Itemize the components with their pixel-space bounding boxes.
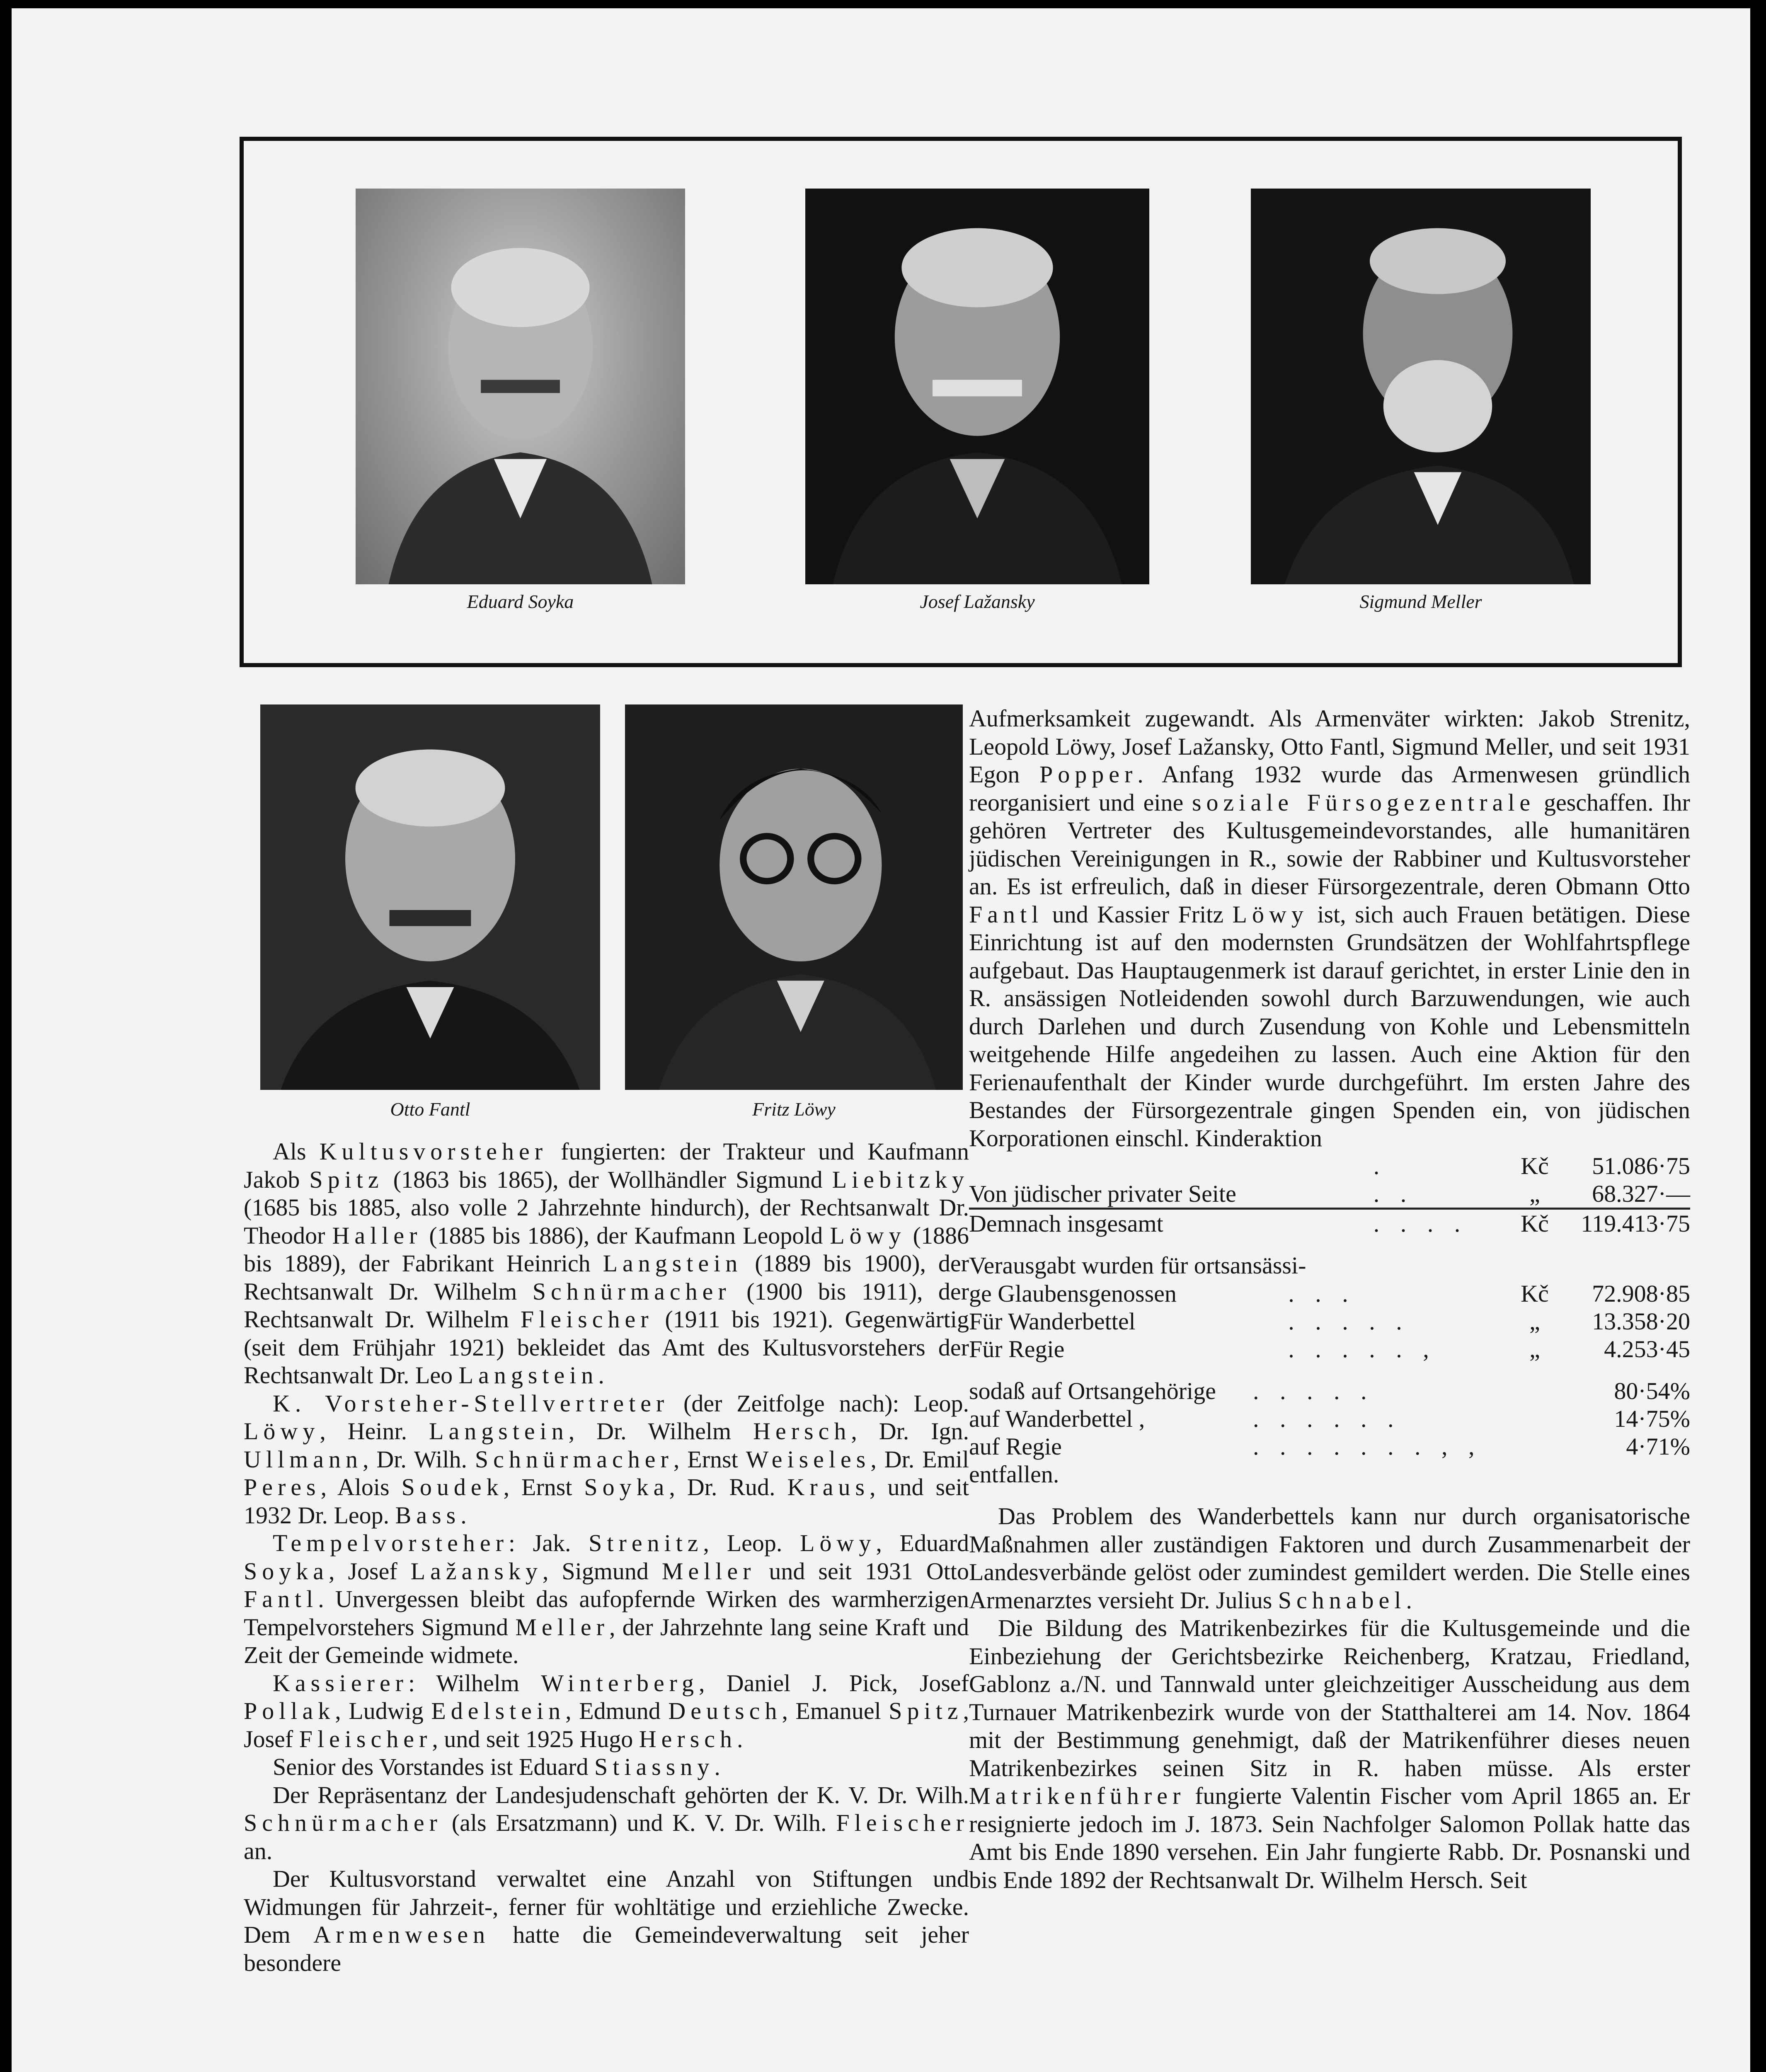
spaced-name: Weiseles bbox=[746, 1445, 871, 1473]
spaced-name: soziale Fürsogezentrale bbox=[1192, 789, 1536, 816]
ledger-label: sodaß auf Ortsangehörige bbox=[969, 1377, 1216, 1404]
spaced-name: Meller bbox=[661, 1557, 756, 1585]
ledger-unit bbox=[1516, 1405, 1553, 1433]
ledger-dots: . . . . bbox=[1374, 1209, 1516, 1238]
spaced-name: Strenitz bbox=[589, 1530, 703, 1556]
spaced-name: Winterberg bbox=[541, 1669, 699, 1697]
ledger-label: Demnach insgesamt bbox=[969, 1209, 1374, 1238]
ledger-unit bbox=[1516, 1377, 1553, 1405]
spaced-name: Deutsch bbox=[668, 1697, 782, 1724]
ledger-row bbox=[969, 1335, 1690, 1363]
ledger-unit: „ bbox=[1529, 1335, 1540, 1363]
spaced-name: Peres bbox=[244, 1474, 321, 1501]
portrait-otto-fantl bbox=[260, 704, 600, 1090]
portrait-caption: Sigmund Meller bbox=[1359, 591, 1482, 612]
spaced-name: Fleischer bbox=[836, 1809, 969, 1836]
paragraph: Kassierer: Wilhelm Winterberg, Daniel J. Pick, Josef Pollak, Ludwig Edelstein, Edmund Deutsch, Emanuel Spitz, Josef Fleischer, und seit 1925 Hugo Hersch. bbox=[244, 1669, 969, 1752]
spaced-name: Schnürmacher bbox=[532, 1278, 731, 1305]
portrait-josef-lazansky bbox=[805, 189, 1149, 584]
ledger-amount: 119.413·75 bbox=[1553, 1209, 1690, 1238]
portrait-image bbox=[260, 704, 600, 1090]
ledger-row bbox=[969, 1180, 1690, 1209]
spaced-name: Langstein bbox=[429, 1418, 569, 1445]
ledger-row bbox=[969, 1307, 1690, 1335]
ledger-unit: Kč bbox=[1516, 1209, 1553, 1238]
spaced-name: Bass bbox=[395, 1501, 461, 1529]
spaced-name: K. Vorsteher-Stellvertreter bbox=[273, 1389, 669, 1417]
spaced-name: Schnürmacher bbox=[244, 1809, 442, 1836]
ledger-amount: 4·71% bbox=[1626, 1433, 1690, 1460]
page bbox=[12, 8, 1750, 2072]
portrait-caption: Josef Lažansky bbox=[920, 591, 1035, 612]
portrait-sigmund-meller bbox=[1251, 189, 1591, 584]
ledger-label: Von jüdischer privater Seite bbox=[969, 1180, 1236, 1207]
ledger-amount: 4.253·45 bbox=[1604, 1335, 1690, 1363]
ledger-total-row bbox=[969, 1209, 1690, 1238]
spaced-name: Löwy bbox=[244, 1418, 320, 1445]
ledger-amount: 80·54% bbox=[1614, 1377, 1690, 1404]
ledger-spent-intro: Verausgabt wurden für ortsansässi- bbox=[969, 1252, 1306, 1279]
expenditure-ledger bbox=[969, 1280, 1690, 1363]
right-column-intro bbox=[969, 704, 1690, 1152]
ledger-label: Für Wanderbettel bbox=[969, 1307, 1136, 1335]
portrait-image bbox=[625, 704, 963, 1090]
ledger-label: auf Wanderbettel , bbox=[969, 1405, 1145, 1432]
spaced-name: Kraus bbox=[787, 1474, 870, 1501]
shares-ledger bbox=[969, 1377, 1690, 1460]
portrait-fritz-lowy bbox=[625, 704, 963, 1090]
spaced-name: Edelstein bbox=[431, 1697, 566, 1724]
ledger-dots: . . . . . , bbox=[1288, 1335, 1437, 1363]
spaced-name: Langstein bbox=[603, 1250, 743, 1277]
spaced-name: Soudek bbox=[401, 1474, 504, 1501]
paragraph: Der Kultusvorstand verwaltet eine Anzahl von Stiftungen und Widmungen für Jahrzeit-, ferner für wohltätige und erziehliche Zwecke. Dem Armenwesen hatte die Gemeindeverwaltung seit jeher besondere bbox=[244, 1865, 969, 1976]
spaced-name: Pollak bbox=[244, 1697, 335, 1724]
spaced-name: Fleischer bbox=[520, 1306, 654, 1333]
spaced-name: Liebitzky bbox=[832, 1166, 969, 1193]
spaced-name: Tempelvorsteher bbox=[273, 1530, 509, 1556]
spaced-name: Löwy bbox=[800, 1530, 876, 1556]
ledger-dots: . . . . . bbox=[1252, 1377, 1374, 1404]
portrait-caption: Otto Fantl bbox=[390, 1099, 470, 1120]
spaced-name: Spitz bbox=[309, 1166, 384, 1193]
portrait-image bbox=[356, 189, 685, 584]
ledger-unit: Kč bbox=[1521, 1152, 1549, 1179]
spaced-name: Armenwesen bbox=[313, 1921, 490, 1948]
ledger-amount: 51.086·75 bbox=[1592, 1152, 1690, 1179]
spaced-name: Schnabel bbox=[1278, 1586, 1406, 1614]
ledger-label: Für Regie bbox=[969, 1335, 1065, 1363]
spaced-name: Matrikenführer bbox=[969, 1782, 1186, 1809]
ledger-dots: . . . . . . . , , bbox=[1252, 1433, 1482, 1460]
ledger-label: ge Glaubensgenossen bbox=[969, 1280, 1177, 1307]
ledger-unit: „ bbox=[1529, 1307, 1540, 1335]
ledger-row bbox=[969, 1280, 1690, 1307]
paragraph: Das Problem des Wanderbettels kann nur durch organisatorische Maßnahmen aller zuständigen Faktoren und durch Zusammenarbeit der Landesverbände gelöst oder zumindest gemildert werden. Die Stelle eines Armenarztes versieht Dr. Julius Schnabel. bbox=[969, 1503, 1690, 1614]
spaced-name: Spitz bbox=[889, 1697, 963, 1724]
paragraph: Tempelvorsteher: Jak. Strenitz, Leop. Löwy, Eduard Soyka, Josef Lažansky, Sigmund Meller und seit 1931 Otto Fantl. Unvergessen bleibt das aufopfernde Wirken des warmherzigen Tempelvorstehers Sigmund Meller, der Jahrzehnte lang seine Kraft und Zeit der Gemeinde widmete. bbox=[244, 1530, 969, 1668]
spaced-name: Ullmann bbox=[244, 1445, 363, 1473]
spaced-name: Kultusvorsteher bbox=[319, 1138, 548, 1165]
donations-ledger bbox=[969, 1152, 1690, 1237]
paragraph: Der Repräsentanz der Landesjudenschaft gehörten der K. V. Dr. Wilh. Schnürmacher (als Ersatzmann) und K. V. Dr. Wilh. Fleischer an. bbox=[244, 1781, 969, 1864]
ledger-shares-outro: entfallen. bbox=[969, 1460, 1059, 1488]
portrait-image bbox=[1251, 189, 1591, 584]
ledger-dots: . bbox=[1373, 1152, 1387, 1179]
ledger-unit bbox=[1516, 1433, 1553, 1460]
spaced-name: Popper bbox=[1039, 761, 1138, 788]
spaced-name: Lažansky bbox=[410, 1557, 543, 1585]
ledger-label bbox=[969, 1152, 1374, 1180]
ledger-amount: 68.327·— bbox=[1592, 1180, 1690, 1207]
spaced-name: Haller bbox=[332, 1222, 422, 1249]
ledger-unit: Kč bbox=[1521, 1280, 1549, 1307]
spaced-name: Fantl bbox=[969, 900, 1044, 928]
spaced-name: Langstein bbox=[458, 1362, 598, 1389]
ledger-amount: 13.358·20 bbox=[1592, 1307, 1690, 1335]
left-text-column bbox=[244, 1138, 969, 1977]
ledger-dots: . . . bbox=[1288, 1280, 1356, 1307]
paragraph: Als Kultusvorsteher fungierten: der Trakteur und Kaufmann Jakob Spitz (1863 bis 1865), der Wollhändler Sigmund Liebitzky (1685 bis 1885, also volle 2 Jahrzehnte hindurch), der Rechtsanwalt Dr. Theodor Haller (1885 bis 1886), der Kaufmann Leopold Löwy (1886 bis 1889), der Fabrikant Heinrich Langstein (1889 bis 1900), der Rechtsanwalt Dr. Wilhelm Schnürmacher (1900 bis 1911), der Rechtsanwalt Dr. Wilhelm Fleischer (1911 bis 1921). Gegenwärtig (seit dem Frühjahr 1921) bekleidet das Amt des Kultusvorstehers der Rechtsanwalt Dr. Leo Langstein. bbox=[244, 1138, 969, 1389]
portrait-eduard-soyka bbox=[356, 189, 685, 584]
paragraph: Aufmerksamkeit zugewandt. Als Armenväter wirkten: Jakob Strenitz, Leopold Löwy, Josef Lažansky, Otto Fantl, Sigmund Meller, und seit 1931 Egon Popper. Anfang 1932 wurde das Armenwesen gründlich reorganisiert und eine soziale Fürsogezentrale geschaffen. Ihr gehören Vertreter des Kultusgemeindevorstandes, alle humanitären jüdischen Vereinigungen in R., sowie der Rabbiner und Kultusvorsteher an. Es ist erfreulich, daß in dieser Fürsorgezentrale, deren Obmann Otto Fantl und Kassier Fritz Löwy ist, sich auch Frauen betätigen. Diese Einrichtung ist auf den modernsten Grundsätzen der Wohlfahrtspflege aufgebaut. Das Hauptaugenmerk ist darauf gerichtet, in erster Linie den in R. ansässigen Notleidenden sowohl durch Barzuwendungen, wie auch durch Darlehen und durch Zusendung von Kohle und Lebensmitteln weitgehende Hilfe angedeihen zu lassen. Auch eine Aktion für den Ferienaufenthalt der Kinder wurde durchgeführt. Im ersten Jahre des Bestandes der Fürsorgezentrale gingen Spenden ein, von jüdischen Korporationen einschl. Kinderaktion bbox=[969, 705, 1690, 1152]
ledger-dots: . . bbox=[1373, 1180, 1414, 1207]
ledger-amount: 14·75% bbox=[1614, 1405, 1690, 1432]
spaced-name: Kassierer bbox=[273, 1669, 409, 1697]
ledger-label: auf Regie bbox=[969, 1433, 1062, 1460]
ledger-dots: . . . . . . bbox=[1252, 1405, 1401, 1432]
spaced-name: Schnürmacher bbox=[475, 1445, 673, 1473]
spaced-name: Hersch bbox=[753, 1418, 851, 1445]
spaced-name: Meller bbox=[515, 1613, 609, 1641]
spaced-name: Stiassny bbox=[594, 1753, 715, 1780]
right-column-continuation bbox=[969, 1502, 1690, 1894]
spaced-name: Fantl bbox=[244, 1585, 318, 1612]
spaced-name: Soyka bbox=[584, 1474, 669, 1501]
right-text-column bbox=[969, 704, 1690, 1894]
ledger-dots: . . . . . bbox=[1288, 1307, 1410, 1335]
ledger-row bbox=[969, 1377, 1690, 1405]
portrait-caption: Fritz Löwy bbox=[752, 1099, 836, 1120]
paragraph: Senior des Vorstandes ist Eduard Stiassny. bbox=[273, 1753, 720, 1780]
spaced-name: Hersch bbox=[639, 1725, 737, 1752]
ledger-unit: „ bbox=[1529, 1180, 1540, 1207]
portrait-image bbox=[805, 189, 1149, 584]
spaced-name: Löwy bbox=[830, 1222, 906, 1249]
paragraph: Die Bildung des Matrikenbezirkes für die Kultusgemeinde und die Einbeziehung der Gerichtsbezirke Reichenberg, Kratzau, Friedland, Gablonz a./N. und Tannwald unter gleichzeitiger Ausscheidung aus dem Turnauer Matrikenbezirk wurde von der Statthalterei am 14. Nov. 1864 mit der Bestimmung genehmigt, daß der Matrikenführer dieses neuen Matrikenbezirkes seinen Sitz in R. haben müsse. Als erster Matrikenführer fungierte Valentin Fischer vom April 1865 an. Er resignierte jedoch im J. 1873. Sein Nachfolger Salomon Pollak hatte das Amt bis Ende 1890 versehen. Ein Jahr fungierte Rabb. Dr. Posnanski und bis Ende 1892 der Rechtsanwalt Dr. Wilhelm Hersch. Seit bbox=[969, 1615, 1690, 1893]
spaced-name: Löwy bbox=[1232, 900, 1308, 928]
portrait-caption: Eduard Soyka bbox=[467, 591, 574, 612]
ledger-row bbox=[969, 1405, 1690, 1433]
ledger-row bbox=[969, 1433, 1690, 1460]
ledger-row bbox=[969, 1152, 1690, 1180]
spaced-name: Soyka bbox=[244, 1557, 329, 1585]
ledger-amount: 72.908·85 bbox=[1592, 1280, 1690, 1307]
spaced-name: Fleischer bbox=[299, 1725, 432, 1752]
paragraph: K. Vorsteher-Stellvertreter (der Zeitfolge nach): Leop. Löwy, Heinr. Langstein, Dr. Wilhelm Hersch, Dr. Ign. Ullmann, Dr. Wilh. Schnürmacher, Ernst Weiseles, Dr. Emil Peres, Alois Soudek, Ernst Soyka, Dr. Rud. Kraus, und seit 1932 Dr. Leop. Bass. bbox=[244, 1389, 969, 1529]
